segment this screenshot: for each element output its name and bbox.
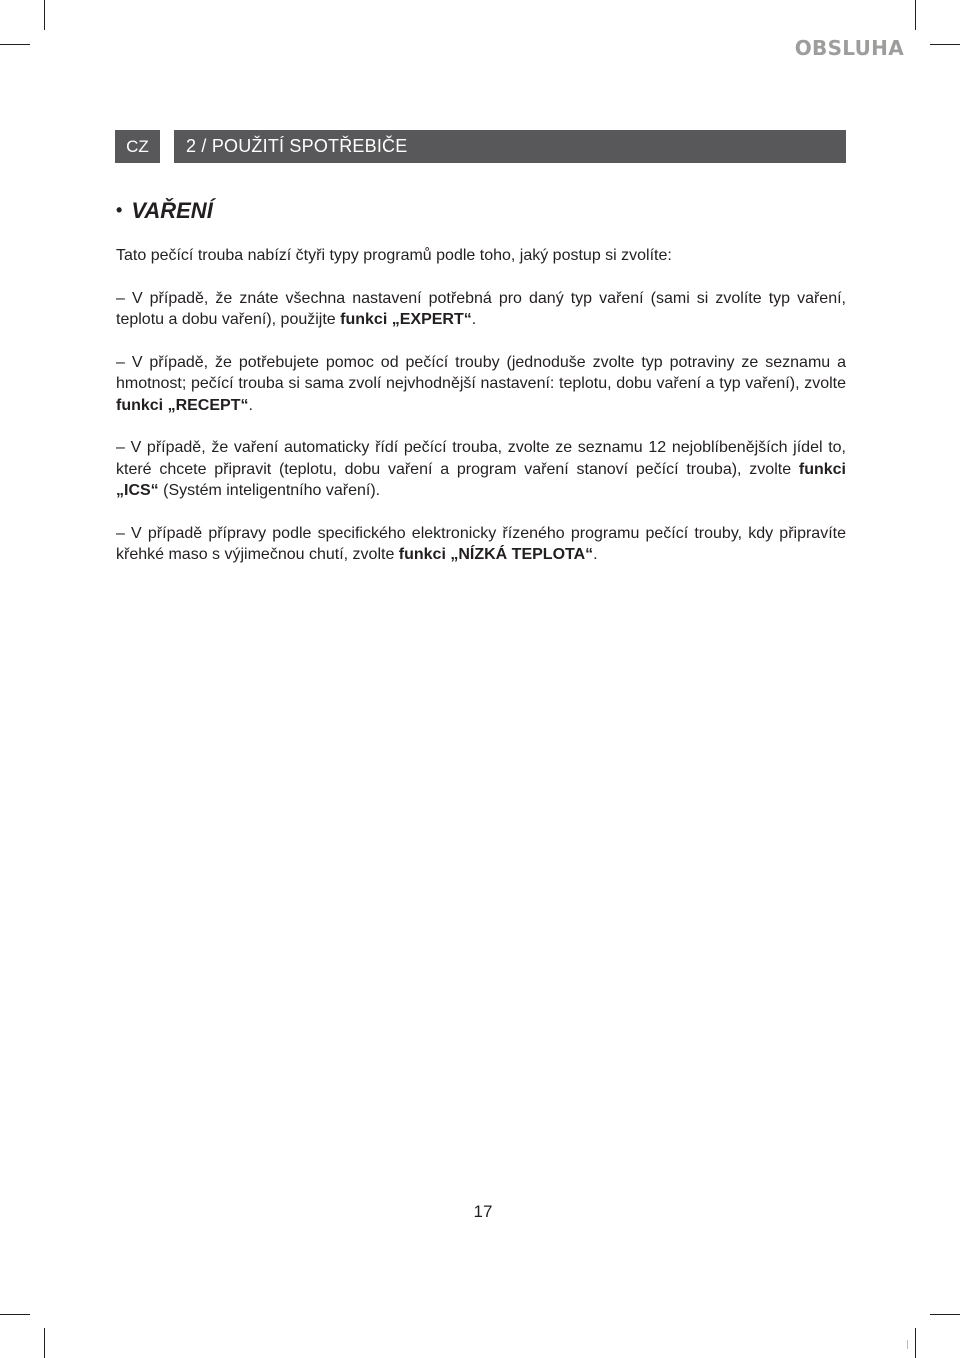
list-item-text: – V případě přípravy podle specifického elektronicky řízeného programu pečící trouby, kdy připravíte křehké maso s výjimečnou chutí, zvolte	[116, 524, 846, 563]
crop-mark-bottom-right-vertical	[915, 1328, 916, 1358]
body-content	[116, 245, 846, 587]
list-item-ics	[116, 437, 846, 502]
subheading-text: VAŘENÍ	[131, 198, 213, 223]
crop-mark-top-right-horizontal	[930, 44, 960, 45]
page-number: 17	[473, 1202, 493, 1221]
list-item-text: – V případě, že potřebujete pomoc od pečící trouby (jednoduše zvolte typ potraviny ze seznamu a hmotnost; pečící trouba si sama zvolí nejvhodnější nastavení: teplotu, dobu vaření a typ vaření), zvolte	[116, 353, 846, 392]
list-item-low-temperature	[116, 523, 846, 566]
intro-paragraph: Tato pečící trouba nabízí čtyři typy programů podle toho, jaký postup si zvolíte:	[116, 247, 672, 264]
crop-mark-top-left-horizontal	[0, 44, 30, 45]
section-title-bar: 2 / POUŽITÍ SPOTŘEBIČE	[174, 130, 846, 163]
list-item-end: (Systém inteligentního vaření).	[158, 482, 381, 499]
crop-mark-top-left-vertical	[44, 0, 45, 30]
list-item-recept	[116, 352, 846, 417]
list-item-text: – V případě, že znáte všechna nastavení potřebná pro daný typ vaření (sami si zvolíte typ vaření, teplotu a dobu vaření), použijte	[116, 289, 846, 328]
language-tab: CZ	[115, 130, 160, 163]
subheading	[116, 198, 213, 224]
list-item-text: – V případě, že vaření automaticky řídí pečící trouba, zvolte ze seznamu 12 nejoblíbenějších jídel to, které chcete připravit (teplotu, dobu vaření a program vaření stanoví pečící trouba), zvolte	[116, 439, 846, 478]
list-item-end: .	[593, 546, 598, 563]
list-item-end: .	[248, 396, 253, 414]
bullet-icon: •	[116, 200, 123, 220]
crop-mark-bottom-right-horizontal	[930, 1314, 960, 1315]
list-item-end: .	[471, 311, 477, 328]
crop-mark-bottom-left-vertical	[44, 1328, 45, 1358]
function-name-ics: funkci „ICS“	[116, 460, 846, 499]
crop-mark-top-right-vertical	[915, 0, 916, 30]
registration-mark	[907, 1340, 908, 1349]
function-name-low-temperature: funkci „NÍZKÁ TEPLOTA“	[398, 546, 594, 563]
function-name-recept: funkci „RECEPT“	[116, 396, 249, 414]
page-header-title: OBSLUHA	[794, 36, 904, 60]
function-name-expert: funkci „EXPERT“	[340, 311, 472, 328]
list-item-expert	[116, 288, 846, 331]
crop-mark-bottom-left-horizontal	[0, 1314, 30, 1315]
